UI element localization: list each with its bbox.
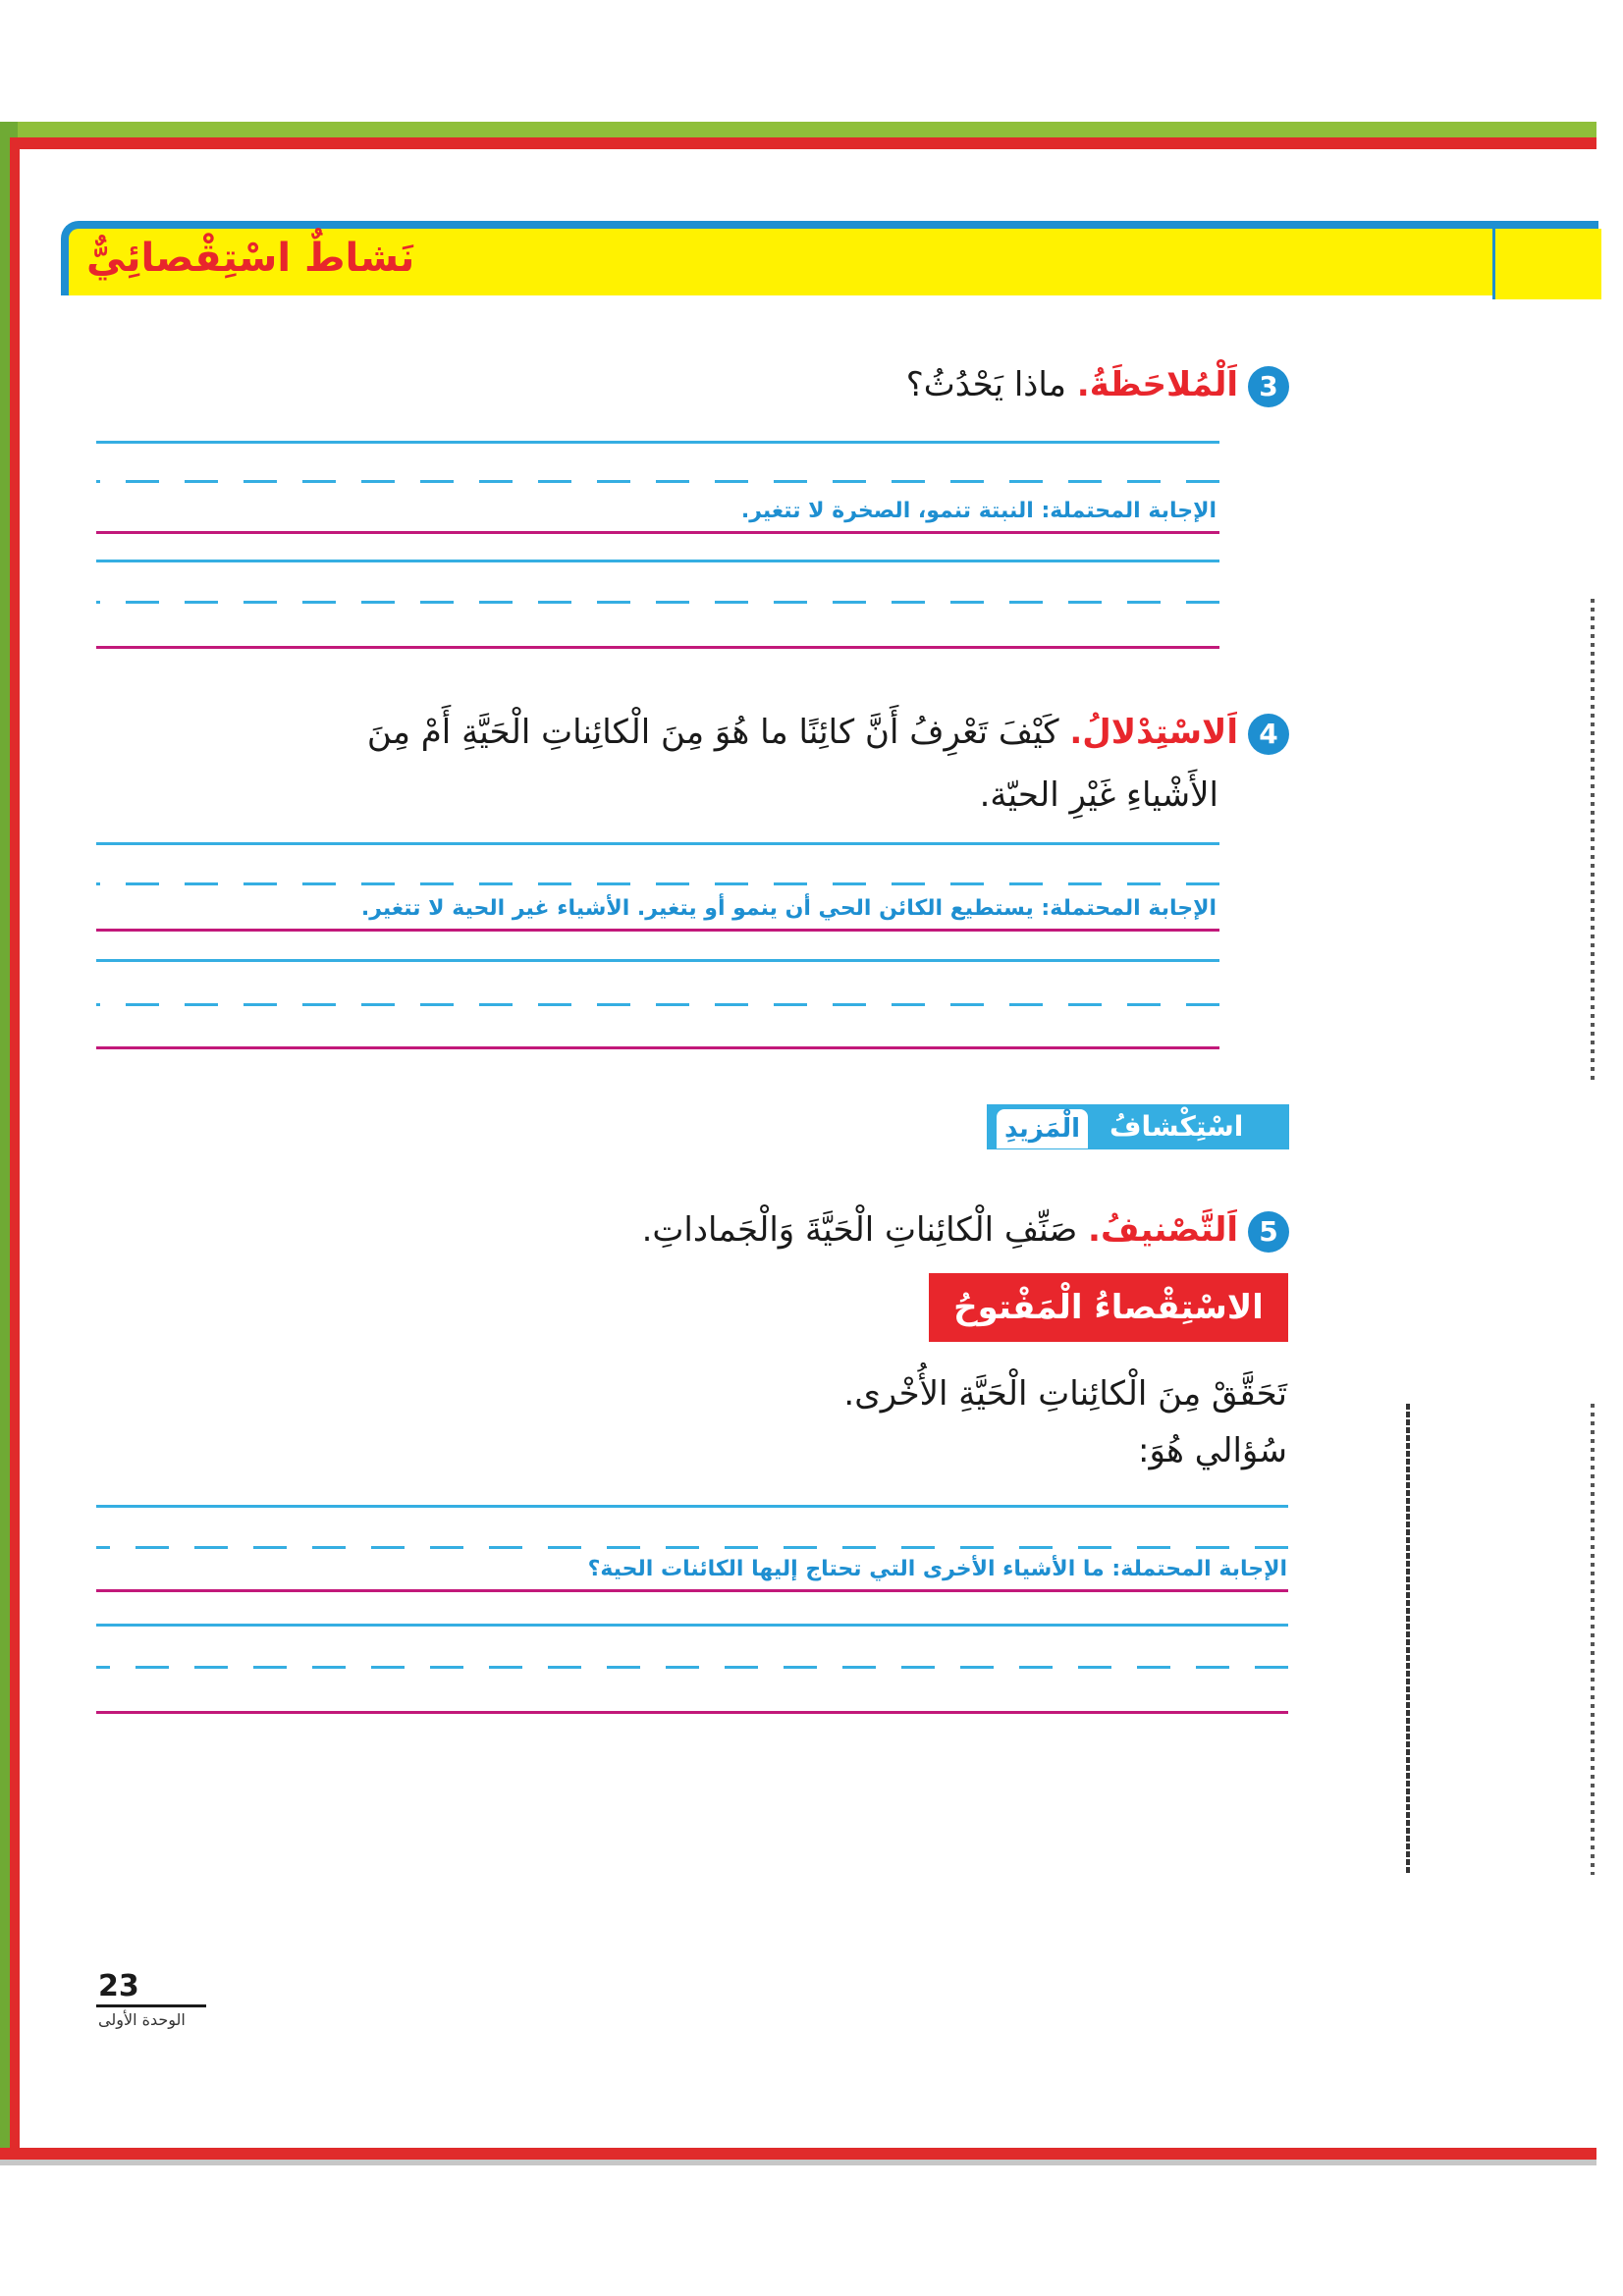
- writing-line: [96, 560, 1219, 562]
- writing-line-dashed: [96, 1003, 1219, 1006]
- banner-title: نَشاطٌ اسْتِقْصائِيٌّ: [86, 236, 415, 281]
- question-label: اَلاسْتِدْلالُ.: [1069, 713, 1238, 752]
- page-frame-top-red: [0, 137, 1596, 149]
- question-text: ماذا يَحْدُثُ؟: [905, 365, 1066, 404]
- page-number-rule: [96, 2004, 206, 2007]
- writing-line: [96, 842, 1219, 845]
- writing-baseline: [96, 929, 1219, 932]
- banner-tab: [1492, 229, 1601, 299]
- question-number-badge: 3: [1248, 366, 1289, 407]
- writing-baseline: [96, 1589, 1288, 1592]
- page-right-margin: [1596, 122, 1623, 2173]
- margin-print-strip: [1591, 1404, 1595, 1875]
- writing-line-dashed: [96, 1666, 1288, 1669]
- question-text: صَنِّفِ الْكائِناتِ الْحَيَّةَ وَالْجَماداتِ.: [641, 1210, 1078, 1250]
- writing-line: [96, 1624, 1288, 1627]
- question-label: اَلتَّصْنيفُ.: [1088, 1210, 1238, 1250]
- explore-more-label: اسْتِكْشافُ: [1109, 1110, 1244, 1143]
- page-frame-left-red: [10, 137, 20, 2165]
- writing-line-dashed: [96, 1546, 1288, 1549]
- writing-baseline: [96, 531, 1219, 534]
- explore-more-tab: الْمَزيدِ: [997, 1109, 1088, 1148]
- question-5: [131, 1202, 1289, 1257]
- answer-text: الإجابة المحتملة: النبتة تنمو، الصخرة لا تتغير.: [740, 499, 1217, 523]
- inquiry-line1: تَحَقَّقْ مِنَ الْكائِناتِ الْحَيَّةِ الأُخْرى.: [843, 1374, 1287, 1414]
- question-number-badge: 5: [1248, 1211, 1289, 1253]
- margin-print-strip: [1406, 1404, 1410, 1875]
- writing-baseline: [96, 646, 1219, 649]
- writing-line-dashed: [96, 882, 1219, 885]
- writing-baseline: [96, 1046, 1219, 1049]
- question-4-line2: الأَشْياءِ غَيْرِ الحيّة.: [979, 775, 1218, 815]
- page-frame-bottom-shadow: [0, 2160, 1596, 2165]
- open-inquiry-heading: الاسْتِقْصاءُ الْمَفْتوحُ: [929, 1273, 1288, 1342]
- question-label: اَلْمُلاحَظَةُ.: [1076, 365, 1238, 404]
- writing-baseline: [96, 1711, 1288, 1714]
- writing-line: [96, 959, 1219, 962]
- question-3: [131, 357, 1289, 412]
- writing-line-dashed: [96, 480, 1219, 483]
- writing-line-dashed: [96, 601, 1219, 604]
- page-number: 23: [98, 1969, 139, 2003]
- inquiry-line2: سُؤالي هُوَ:: [1138, 1431, 1287, 1470]
- page-footer-subtitle: الوحدة الأولى: [98, 2010, 186, 2029]
- writing-line: [96, 441, 1219, 444]
- question-text-line1: كَيْفَ تَعْرِفُ أَنَّ كائِنًا ما هُوَ مِنَ الْكائِناتِ الْحَيَّةِ أَمْ مِنَ: [366, 713, 1059, 752]
- question-number-badge: 4: [1248, 714, 1289, 755]
- margin-print-strip: [1591, 599, 1595, 1085]
- writing-line: [96, 1505, 1288, 1508]
- answer-text: الإجابة المحتملة: يستطيع الكائن الحي أن ينمو أو يتغير. الأشياء غير الحية لا تتغير.: [360, 896, 1217, 921]
- question-4: [131, 705, 1289, 760]
- answer-text: الإجابة المحتملة: ما الأشياء الأخرى التي تحتاج إليها الكائنات الحية؟: [587, 1557, 1287, 1581]
